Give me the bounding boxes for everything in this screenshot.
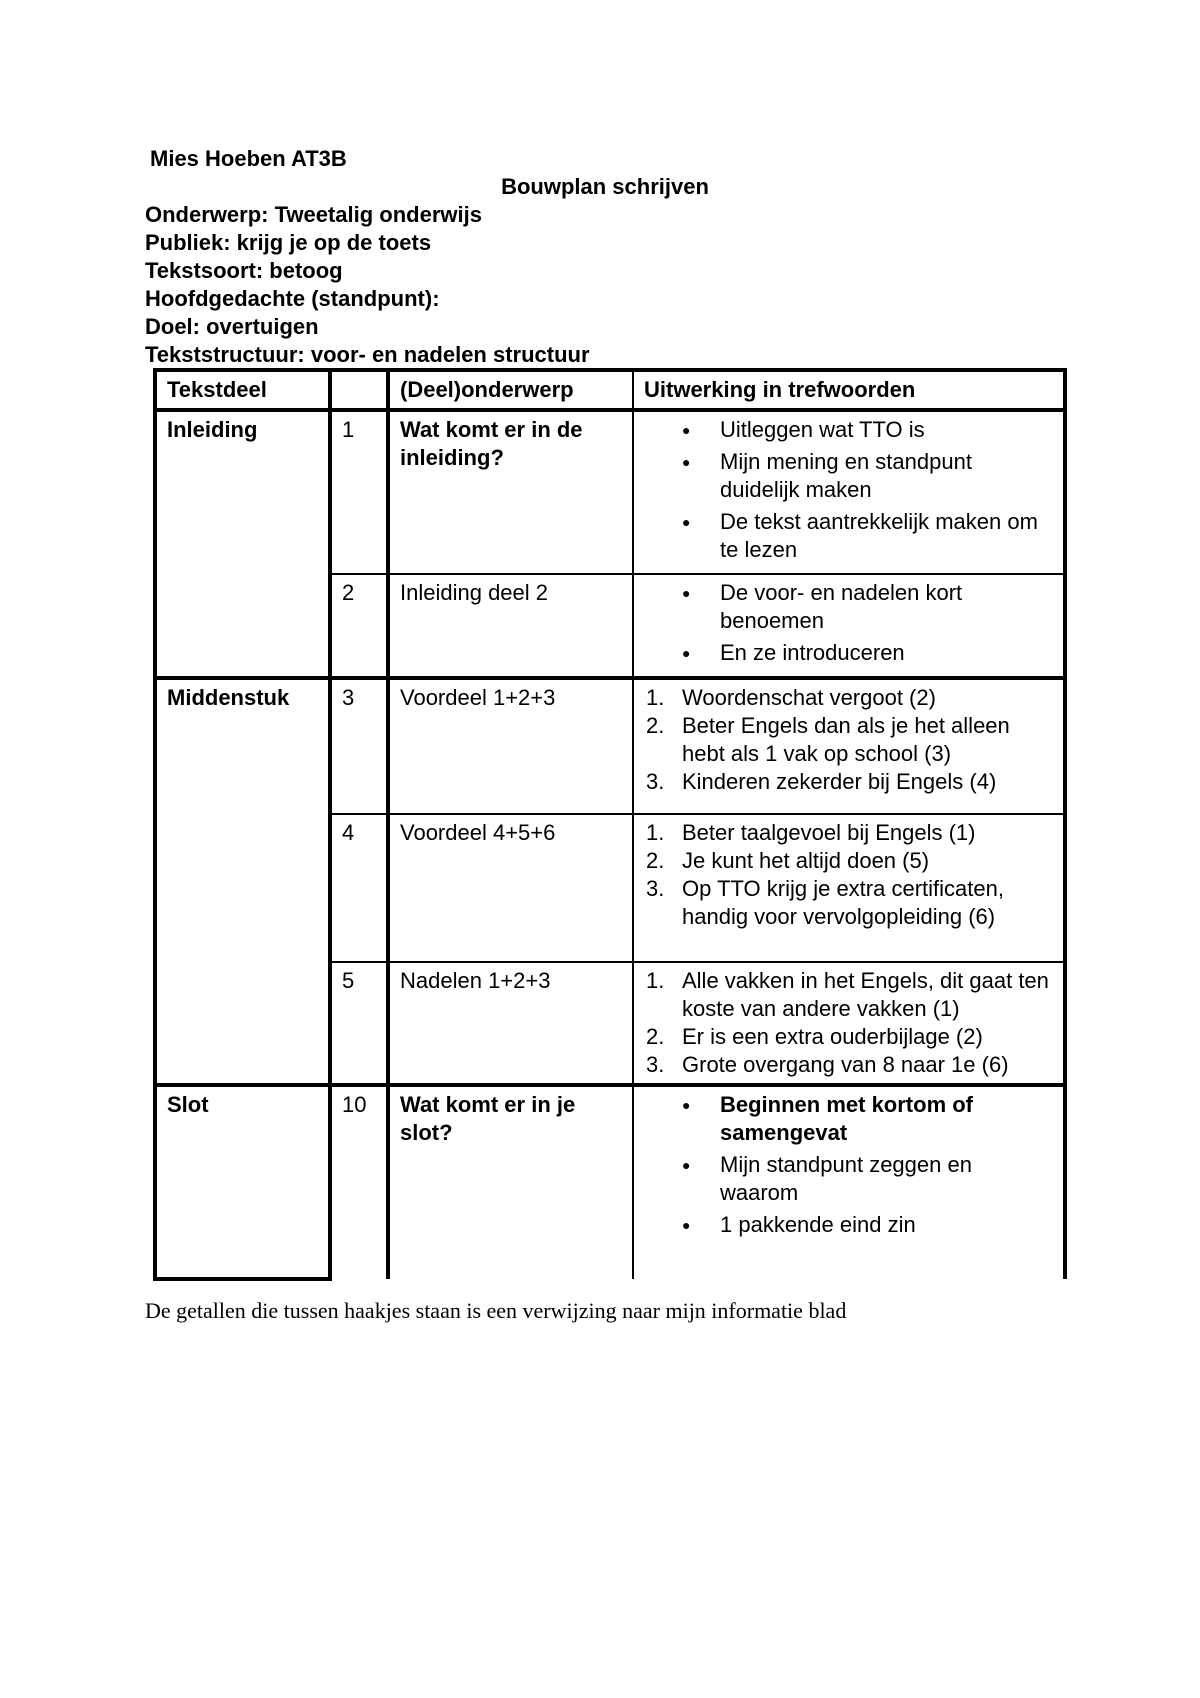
nummer-cell: 1 xyxy=(330,410,388,574)
list-number: 3. xyxy=(646,769,665,794)
uitwerking-cell xyxy=(633,678,1065,814)
list-number: 2. xyxy=(646,1024,665,1049)
document-header xyxy=(145,145,1065,369)
list-text: Beter taalgevoel bij Engels (1) xyxy=(682,820,976,845)
list-text: Beter Engels dan als je het alleen hebt als 1 vak op school (3) xyxy=(682,713,1010,766)
info-onderwerp: Onderwerp: Tweetalig onderwijs xyxy=(145,202,482,227)
header-tekstdeel: Tekstdeel xyxy=(155,370,330,410)
list-item xyxy=(646,967,1053,1023)
nummer-cell: 2 xyxy=(330,574,388,678)
onderwerp-cell: Inleiding deel 2 xyxy=(388,574,633,678)
bullet-list xyxy=(644,1091,1053,1239)
list-item xyxy=(646,768,1053,796)
onderwerp-cell: Wat komt er in je slot? xyxy=(388,1085,633,1279)
author-line: Mies Hoeben AT3B xyxy=(150,146,347,171)
list-text: Kinderen zekerder bij Engels (4) xyxy=(682,769,997,794)
uitwerking-cell xyxy=(633,1085,1065,1279)
info-tekststructuur: Tekststructuur: voor- en nadelen structuur xyxy=(145,342,590,367)
list-item xyxy=(646,875,1053,931)
list-item: ● Mijn mening en standpunt duidelijk maken xyxy=(720,448,1053,504)
info-doel: Doel: overtuigen xyxy=(145,314,319,339)
info-publiek: Publiek: krijg je op de toets xyxy=(145,230,432,255)
list-item: ● Uitleggen wat TTO is xyxy=(720,416,1053,444)
nummer-cell: 5 xyxy=(330,962,388,1085)
list-text: Je kunt het altijd doen (5) xyxy=(682,848,930,873)
tekstdeel-cell: Slot xyxy=(155,1085,330,1279)
list-item: ● Mijn standpunt zeggen en waarom xyxy=(720,1151,1053,1207)
bullet-list xyxy=(644,579,1053,667)
numbered-list xyxy=(644,967,1053,1079)
list-number: 3. xyxy=(646,1052,665,1077)
bullet-list xyxy=(644,416,1053,564)
list-item: ● Beginnen met kortom of samengevat xyxy=(720,1091,1053,1147)
list-item xyxy=(646,712,1053,768)
numbered-list xyxy=(644,684,1053,796)
bouwplan-table xyxy=(153,368,1067,1281)
list-item: ● 1 pakkende eind zin xyxy=(720,1211,1053,1239)
uitwerking-cell xyxy=(633,814,1065,962)
footnote: De getallen die tussen haakjes staan is een verwijzing naar mijn informatie blad xyxy=(145,1298,847,1323)
list-item: ● De tekst aantrekkelijk maken om te lezen xyxy=(720,508,1053,564)
list-number: 1. xyxy=(646,685,665,710)
list-number: 2. xyxy=(646,713,665,738)
list-number: 1. xyxy=(646,968,665,993)
list-item xyxy=(646,1023,1053,1051)
list-text: Alle vakken in het Engels, dit gaat ten koste van andere vakken (1) xyxy=(682,968,1049,1021)
header-uitwerking: Uitwerking in trefwoorden xyxy=(633,370,1065,410)
list-number: 2. xyxy=(646,848,665,873)
uitwerking-cell xyxy=(633,410,1065,574)
info-tekstsoort: Tekstsoort: betoog xyxy=(145,258,343,283)
document-title: Bouwplan schrijven xyxy=(501,174,709,199)
list-text: Grote overgang van 8 naar 1e (6) xyxy=(682,1052,1009,1077)
info-hoofdgedachte: Hoofdgedachte (standpunt): xyxy=(145,286,440,311)
nummer-cell: 10 xyxy=(330,1085,388,1279)
table-row xyxy=(155,410,1065,574)
uitwerking-cell xyxy=(633,574,1065,678)
onderwerp-cell: Nadelen 1+2+3 xyxy=(388,962,633,1085)
uitwerking-cell xyxy=(633,962,1065,1085)
table-row xyxy=(155,1085,1065,1279)
onderwerp-cell: Voordeel 1+2+3 xyxy=(388,678,633,814)
numbered-list xyxy=(644,819,1053,931)
header-deelonderwerp: (Deel)onderwerp xyxy=(388,370,633,410)
list-text: Er is een extra ouderbijlage (2) xyxy=(682,1024,983,1049)
list-number: 1. xyxy=(646,820,665,845)
table-row xyxy=(155,678,1065,814)
list-text: Op TTO krijg je extra certificaten, handig voor vervolgopleiding (6) xyxy=(682,876,1004,929)
header-nummer xyxy=(330,370,388,410)
list-item: ● De voor- en nadelen kort benoemen xyxy=(720,579,1053,635)
onderwerp-cell: Voordeel 4+5+6 xyxy=(388,814,633,962)
list-text: Woordenschat vergoot (2) xyxy=(682,685,936,710)
tekstdeel-cell: Inleiding xyxy=(155,410,330,678)
tekstdeel-cell: Middenstuk xyxy=(155,678,330,1085)
nummer-cell: 3 xyxy=(330,678,388,814)
list-item: ● En ze introduceren xyxy=(720,639,1053,667)
list-item xyxy=(646,684,1053,712)
nummer-cell: 4 xyxy=(330,814,388,962)
onderwerp-cell: Wat komt er in de inleiding? xyxy=(388,410,633,574)
table-header-row xyxy=(155,370,1065,410)
list-item xyxy=(646,847,1053,875)
list-item xyxy=(646,1051,1053,1079)
list-item xyxy=(646,819,1053,847)
list-number: 3. xyxy=(646,876,665,901)
